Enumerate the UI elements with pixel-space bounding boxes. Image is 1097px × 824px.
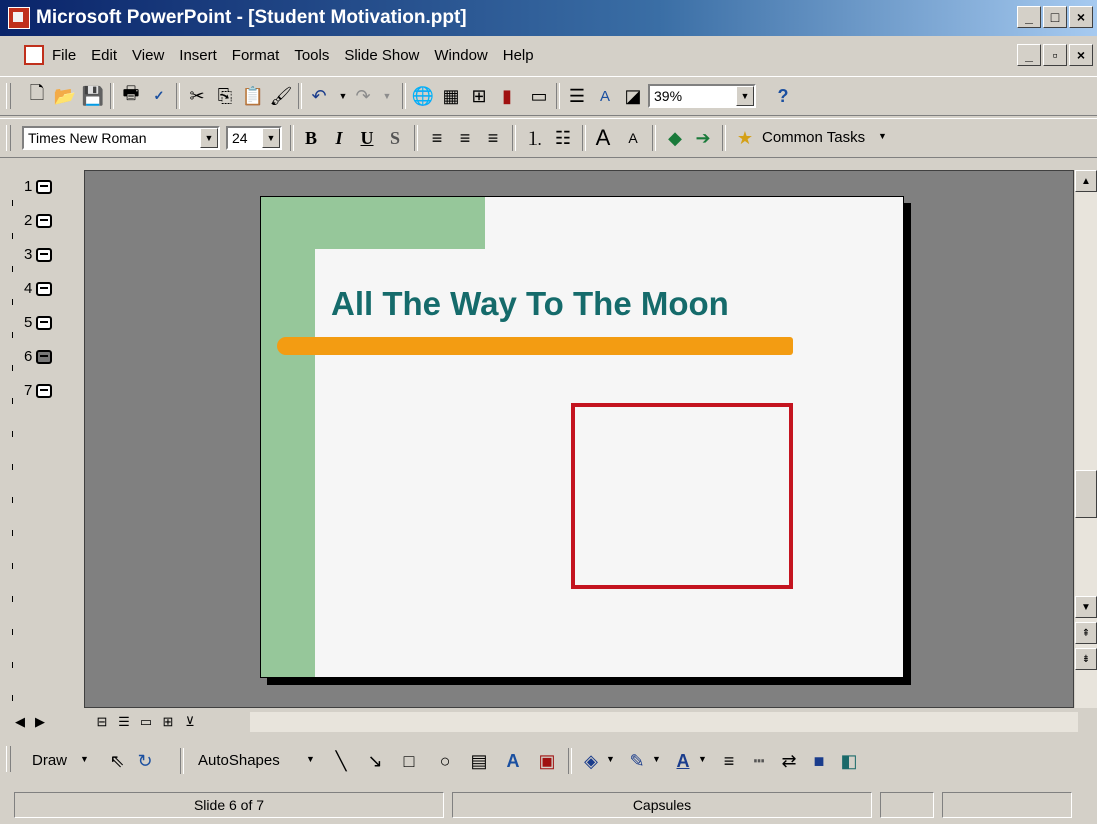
- outline-slide-4[interactable]: [24, 280, 52, 297]
- slide-workspace: [84, 170, 1074, 708]
- previous-slide-icon[interactable]: ⇞: [1075, 622, 1097, 644]
- window-title: Microsoft PowerPoint - [Student Motivation.ppt]: [36, 7, 467, 28]
- outline-tick-mark: [12, 200, 16, 206]
- toolbar-separator: [110, 83, 114, 109]
- zoom-value: 39%: [654, 88, 683, 104]
- scroll-down-icon[interactable]: ▼: [1075, 596, 1097, 618]
- status-empty-panel: [942, 792, 1072, 818]
- wordart-icon[interactable]: A: [506, 750, 520, 771]
- normal-view-icon[interactable]: ⊟: [96, 714, 108, 729]
- outline-slide-number: 3: [24, 246, 33, 263]
- line-icon[interactable]: ╲: [335, 750, 347, 771]
- outline-tick-mark: [12, 299, 16, 305]
- outline-slide-7[interactable]: [24, 382, 52, 399]
- status-slide-text: Slide 6 of 7: [193, 797, 265, 813]
- status-bar: [0, 788, 1097, 824]
- outline-tick-mark: [12, 233, 16, 239]
- spelling-icon[interactable]: ✓: [153, 88, 165, 103]
- redo-icon[interactable]: ↷: [355, 85, 371, 106]
- select-objects-icon[interactable]: ⇖: [109, 750, 125, 771]
- expand-all-icon[interactable]: ☰: [568, 85, 586, 106]
- redo-dropdown-icon[interactable]: ▼: [382, 91, 392, 101]
- vertical-scroll-thumb[interactable]: [1075, 470, 1097, 518]
- slide-icon[interactable]: [36, 384, 52, 398]
- outline-tick-mark: [12, 332, 16, 338]
- outline-slide-number: 1: [24, 178, 33, 195]
- decrease-font-size-icon[interactable]: A: [628, 130, 638, 146]
- slide-icon[interactable]: [36, 350, 52, 364]
- doc-minimize-button[interactable]: _: [1017, 44, 1041, 66]
- slide-show-view-icon[interactable]: ⊻: [185, 714, 195, 729]
- menu-insert[interactable]: Insert: [179, 46, 217, 64]
- drawing-toolbar: [0, 740, 1097, 784]
- print-icon[interactable]: 🖶: [122, 83, 140, 103]
- toolbar-separator: [290, 125, 294, 151]
- open-icon[interactable]: 📂: [53, 85, 77, 106]
- cut-icon[interactable]: ✂: [189, 85, 205, 106]
- title-bar: [0, 0, 1097, 36]
- arrow-style-icon[interactable]: ⇄: [781, 750, 797, 771]
- menu-help[interactable]: Help: [502, 46, 534, 64]
- oval-icon[interactable]: ○: [439, 750, 451, 771]
- menu-edit[interactable]: Edit: [91, 46, 118, 64]
- font-size-combo[interactable]: [226, 126, 282, 150]
- 3d-icon[interactable]: ◧: [840, 750, 858, 771]
- font-name: Times New Roman: [28, 130, 147, 146]
- outline-slide-2[interactable]: [24, 212, 52, 229]
- common-tasks-button[interactable]: Common Tasks: [762, 129, 866, 146]
- line-style-icon[interactable]: ≡: [723, 750, 735, 771]
- shadow-button[interactable]: S: [389, 127, 400, 148]
- slide-icon[interactable]: [36, 316, 52, 330]
- dash-style-icon[interactable]: ┅: [753, 750, 765, 771]
- common-tasks-dropdown-icon[interactable]: ▼: [878, 131, 887, 141]
- outline-tick-mark: [12, 497, 16, 503]
- outline-tick-mark: [12, 464, 16, 470]
- paste-icon[interactable]: 📋: [241, 85, 265, 106]
- formatting-toolbar: [0, 118, 1097, 158]
- save-icon[interactable]: 💾: [81, 85, 105, 106]
- status-design-panel: [452, 792, 872, 818]
- menu-view[interactable]: View: [132, 46, 165, 64]
- rectangle-icon[interactable]: □: [403, 750, 415, 771]
- menu-tools[interactable]: Tools: [294, 46, 330, 64]
- slide-view-icon[interactable]: ▭: [139, 714, 153, 729]
- new-slide-icon[interactable]: ▭: [530, 85, 548, 106]
- text-box-icon[interactable]: ▤: [470, 750, 488, 771]
- font-size: 24: [232, 130, 248, 146]
- maximize-button[interactable]: □: [1043, 6, 1067, 28]
- doc-close-button[interactable]: ×: [1069, 44, 1093, 66]
- outline-slide-6[interactable]: [24, 348, 52, 365]
- toolbar-separator: [512, 125, 516, 151]
- shadow-icon[interactable]: ■: [813, 750, 825, 771]
- outline-pane: [10, 170, 76, 710]
- outline-slide-number: 6: [24, 348, 33, 365]
- slide-orange-capsule-bar: [277, 337, 793, 355]
- outline-slide-3[interactable]: [24, 246, 52, 263]
- toolbar-separator: [298, 83, 302, 109]
- free-rotate-icon[interactable]: ↻: [137, 750, 153, 771]
- outline-tick-mark: [12, 662, 16, 668]
- promote-icon[interactable]: ◆: [668, 127, 682, 148]
- increase-font-size-icon[interactable]: A: [595, 125, 611, 150]
- align-center-icon[interactable]: ≡: [459, 127, 471, 148]
- line-color-icon[interactable]: ✎: [629, 750, 645, 771]
- scroll-right-icon[interactable]: ▶: [35, 714, 45, 729]
- tables-borders-icon[interactable]: ▦: [442, 85, 460, 106]
- autoshapes-menu-button[interactable]: AutoShapes: [198, 752, 280, 769]
- document-icon[interactable]: [24, 45, 44, 65]
- powerpoint-app-icon[interactable]: [8, 7, 30, 29]
- slide-canvas[interactable]: [260, 196, 904, 678]
- status-spelling-panel: [880, 792, 934, 818]
- bold-button[interactable]: B: [304, 127, 317, 148]
- menu-slide-show[interactable]: Slide Show: [344, 46, 420, 64]
- outline-tick-mark: [12, 563, 16, 569]
- bullets-icon[interactable]: ☷: [554, 127, 572, 148]
- help-icon[interactable]: ?: [777, 85, 789, 106]
- minimize-button[interactable]: _: [1017, 6, 1041, 28]
- toolbar-separator: [652, 125, 656, 151]
- toolbar-grip[interactable]: [6, 125, 11, 151]
- status-design-text: Capsules: [632, 797, 692, 813]
- slide-icon[interactable]: [36, 282, 52, 296]
- hyperlink-icon[interactable]: 🌐: [411, 85, 435, 106]
- clip-art-icon[interactable]: ▣: [538, 750, 556, 771]
- toolbar-separator: [568, 748, 572, 774]
- italic-button[interactable]: I: [335, 127, 343, 148]
- show-formatting-icon[interactable]: A: [599, 87, 610, 105]
- slide-green-tab: [315, 197, 485, 249]
- toolbar-separator: [414, 125, 418, 151]
- toolbar-separator: [176, 83, 180, 109]
- align-left-icon[interactable]: ≡: [431, 127, 443, 148]
- slide-icon[interactable]: [36, 214, 52, 228]
- standard-toolbar: [0, 76, 1097, 116]
- font-dropdown-icon[interactable]: ▼: [200, 128, 218, 148]
- numbering-icon[interactable]: ⒈: [526, 129, 544, 149]
- toolbar-separator: [180, 748, 184, 774]
- font-size-dropdown-icon[interactable]: ▼: [262, 128, 280, 148]
- undo-icon[interactable]: ↶: [311, 85, 327, 106]
- slide-icon[interactable]: [36, 180, 52, 194]
- align-right-icon[interactable]: ≡: [487, 127, 499, 148]
- fill-color-icon[interactable]: ◈: [584, 750, 598, 771]
- next-slide-icon[interactable]: ⇟: [1075, 648, 1097, 670]
- slide-green-band: [261, 197, 315, 677]
- outline-tick-mark: [12, 365, 16, 371]
- slide-sorter-view-icon[interactable]: ⊞: [162, 714, 174, 729]
- demote-icon[interactable]: ➔: [695, 127, 711, 148]
- outline-tick-mark: [12, 398, 16, 404]
- fill-color-dropdown-icon[interactable]: ▼: [606, 754, 615, 764]
- zoom-combo[interactable]: [648, 84, 756, 108]
- underline-button[interactable]: U: [360, 127, 374, 148]
- font-color-icon[interactable]: A: [676, 750, 690, 771]
- menu-window[interactable]: Window: [434, 46, 488, 64]
- zoom-dropdown-icon[interactable]: ▼: [736, 86, 754, 106]
- draw-menu-button[interactable]: Draw: [32, 752, 68, 769]
- scroll-up-icon[interactable]: ▲: [1075, 170, 1097, 192]
- draw-dropdown-icon[interactable]: ▼: [80, 754, 89, 764]
- toolbar-separator: [556, 83, 560, 109]
- doc-restore-button[interactable]: ▫: [1043, 44, 1067, 66]
- toolbar-separator: [722, 125, 726, 151]
- format-painter-icon[interactable]: 🖌: [269, 85, 293, 106]
- outline-slide-1[interactable]: [24, 178, 52, 195]
- menu-bar: [0, 38, 1097, 72]
- slide-title[interactable]: All The Way To The Moon: [331, 285, 729, 322]
- menu-format[interactable]: Format: [231, 46, 280, 64]
- outline-tick-mark: [12, 695, 16, 701]
- insert-chart-icon[interactable]: ▮: [502, 85, 512, 106]
- close-button[interactable]: ×: [1069, 6, 1093, 28]
- slide-icon[interactable]: [36, 248, 52, 262]
- outline-tick-mark: [12, 596, 16, 602]
- toolbar-separator: [582, 125, 586, 151]
- undo-dropdown-icon[interactable]: ▼: [338, 91, 348, 101]
- grayscale-icon[interactable]: ◪: [624, 85, 642, 106]
- outline-slide-number: 2: [24, 212, 33, 229]
- scroll-left-icon[interactable]: ◀: [15, 714, 25, 729]
- outline-slide-5[interactable]: [24, 314, 52, 331]
- horizontal-scrollbar[interactable]: [250, 712, 1078, 732]
- insert-table-icon[interactable]: ⊞: [471, 85, 487, 106]
- outline-view-icon[interactable]: ☰: [118, 714, 130, 729]
- new-icon[interactable]: 🗋: [29, 83, 45, 103]
- autoshapes-dropdown-icon[interactable]: ▼: [306, 754, 315, 764]
- outline-tick-mark: [12, 266, 16, 272]
- copy-icon[interactable]: ⎘: [217, 85, 233, 106]
- outline-slide-number: 5: [24, 314, 33, 331]
- outline-slide-number: 4: [24, 280, 33, 297]
- toolbar-grip[interactable]: [6, 746, 11, 772]
- line-color-dropdown-icon[interactable]: ▼: [652, 754, 661, 764]
- status-slide-panel: [14, 792, 444, 818]
- outline-tick-mark: [12, 431, 16, 437]
- font-color-dropdown-icon[interactable]: ▼: [698, 754, 707, 764]
- outline-tick-mark: [12, 530, 16, 536]
- arrow-icon[interactable]: ↘: [367, 750, 383, 771]
- slide-red-rectangle[interactable]: [571, 403, 793, 589]
- outline-tick-mark: [12, 629, 16, 635]
- common-tasks-icon[interactable]: ★: [736, 127, 754, 148]
- font-combo[interactable]: [22, 126, 220, 150]
- toolbar-grip[interactable]: [6, 83, 11, 109]
- toolbar-separator: [402, 83, 406, 109]
- outline-slide-number: 7: [24, 382, 33, 399]
- vertical-scrollbar[interactable]: [1075, 170, 1097, 708]
- menu-file[interactable]: File: [52, 46, 77, 64]
